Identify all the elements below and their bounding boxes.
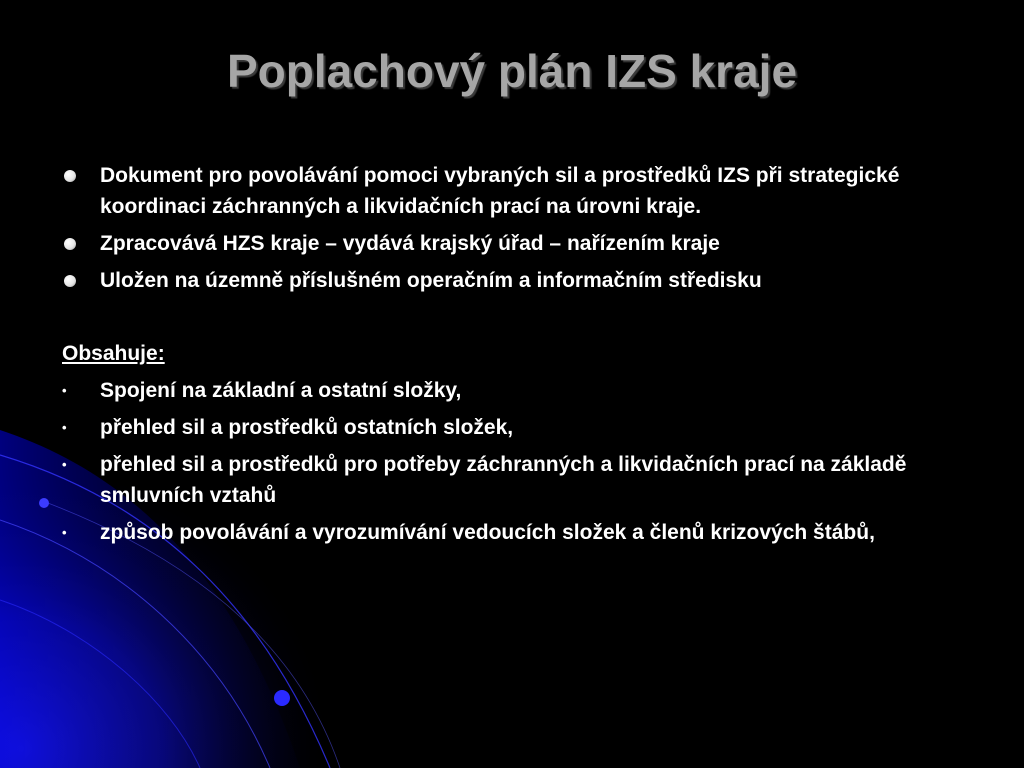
main-bullet-list [62,160,982,296]
bullet-text: Dokument pro povolávání pomoci vybraných sil a prostředků IZS při strategické koordinaci záchranných a likvidačních prací na úrovni kraje. [100,164,900,218]
bullet-item [62,228,982,259]
sub-list-item [62,517,982,548]
slide-content [62,160,982,554]
section-heading: Obsahuje: [62,342,165,365]
orb-large [274,690,290,706]
slide-title: Poplachový plán IZS kraje [226,45,798,97]
bullet-item [62,265,982,296]
sub-item-text: způsob povolávání a vyrozumívání vedoucích složek a členů krizových štábů, [100,521,875,544]
orb-small [39,498,49,508]
bullet-dot-icon [64,275,76,287]
bullet-text: Uložen na územně příslušném operačním a informačním středisku [100,269,762,292]
sub-item-text: přehled sil a prostředků ostatních složek, [100,416,514,439]
bullet-item [62,160,982,222]
small-bullet-icon: • [62,525,67,540]
bullet-text: Zpracovává HZS kraje – vydává krajský úřad – nařízením kraje [100,232,720,255]
bullet-dot-icon [64,238,76,250]
bullet-dot-icon [64,170,76,182]
sub-list-item [62,412,982,443]
sub-list-item [62,375,982,406]
sub-item-text: přehled sil a prostředků pro potřeby záchranných a likvidačních prací na základě smluvních vztahů [100,453,907,507]
small-bullet-icon: • [62,420,67,435]
sub-item-text: Spojení na základní a ostatní složky, [100,379,462,402]
small-bullet-icon: • [62,383,67,398]
sub-list-item [62,449,982,511]
small-bullet-icon: • [62,457,67,472]
